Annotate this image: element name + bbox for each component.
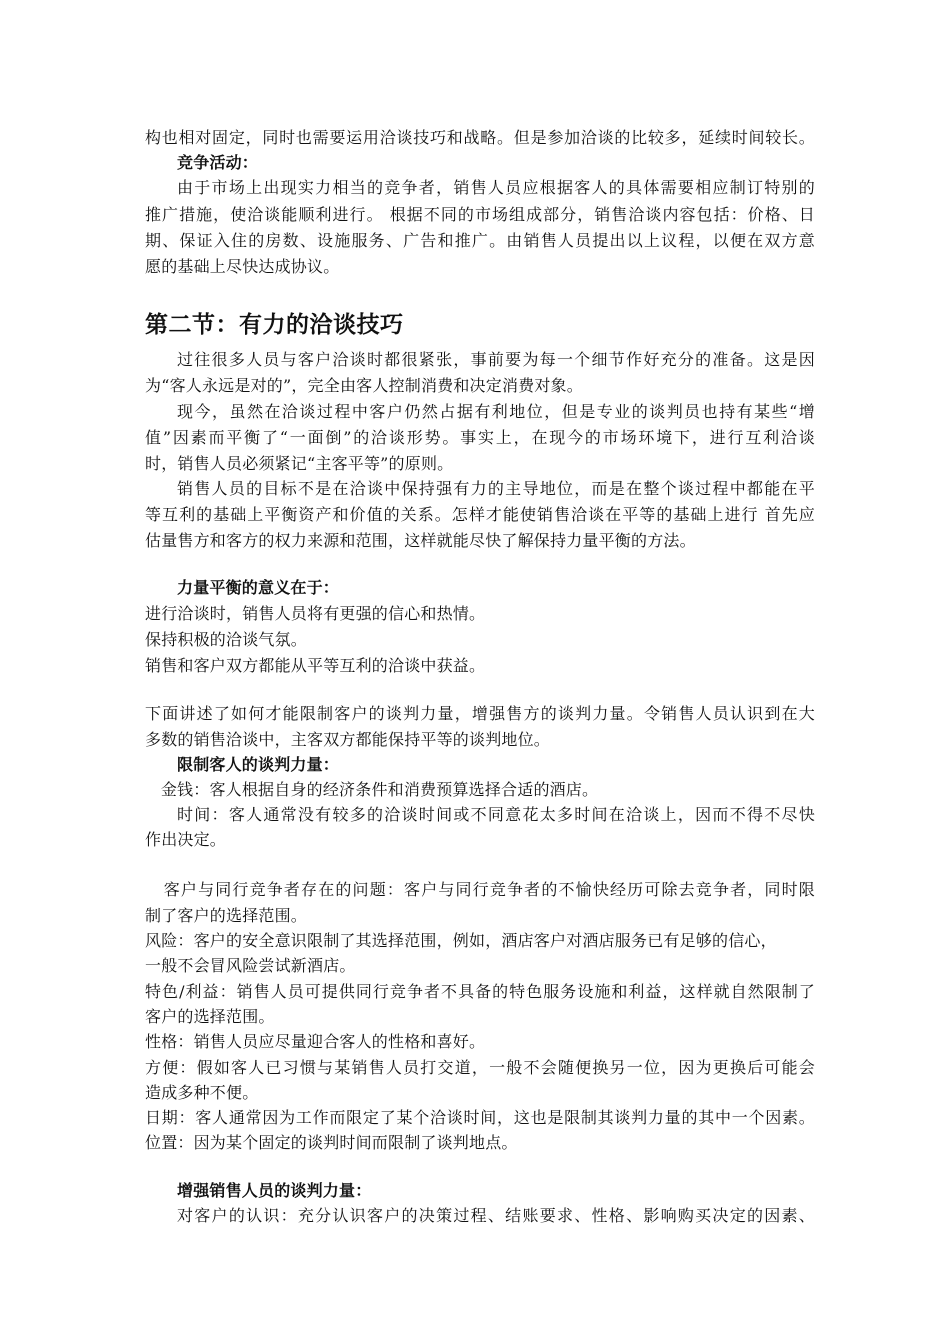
paragraph-line: 特色/利益：销售人员可提供同行竞争者不具备的特色服务设施和利益，这样就自然限制了: [145, 982, 815, 1001]
paragraph-line: 愿的基础上尽快达成协议。: [145, 257, 340, 276]
paragraph-line: 时间：客人通常没有较多的洽谈时间或不同意花太多时间在洽谈上，因而不得不尽快: [177, 805, 815, 824]
paragraph-line: 一般不会冒风险尝试新酒店。: [145, 956, 356, 975]
paragraph-line: 客户与同行竞争者存在的问题：客户与同行竞争者的不愉快经历可除去竞争者，同时限: [145, 880, 815, 899]
paragraph-line: 现今，虽然在洽谈过程中客户仍然占据有利地位，但是专业的谈判员也持有某些“增: [177, 402, 815, 421]
paragraph-line: 销售人员的目标不是在洽谈中保持强有力的主导地位，而是在整个谈过程中都能在平: [177, 479, 815, 498]
paragraph-line: 期、保证入住的房数、设施服务、广告和推广。由销售人员提出以上议程，以便在双方意: [145, 231, 815, 250]
paragraph-line: 对客户的认识：充分认识客户的决策过程、结账要求、性格、影响购买决定的因素、: [177, 1206, 815, 1225]
paragraph-line: 下面讲述了如何才能限制客户的谈判力量，增强售方的谈判力量。令销售人员认识到在大: [145, 704, 815, 723]
paragraph-line: 等互利的基础上平衡资产和价值的关系。怎样才能使销售洽谈在平等的基础上进行 首先应: [145, 505, 815, 524]
subheading-balance: 力量平衡的意义在于：: [177, 578, 340, 597]
paragraph-line: 推广措施，使洽谈能顺利进行。 根据不同的市场组成部分，销售洽谈内容包括：价格、日: [145, 205, 815, 224]
paragraph-line: 制了客户的选择范围。: [145, 906, 308, 925]
paragraph-line: 为“客人永远是对的”，完全由客人控制消费和决定消费对象。: [145, 376, 583, 395]
paragraph-line: 构也相对固定，同时也需要运用洽谈技巧和战略。但是参加洽谈的比较多，延续时间较长。: [145, 128, 815, 147]
paragraph-line: 日期：客人通常因为工作而限定了某个洽谈时间，这也是限制其谈判力量的其中一个因素。: [145, 1108, 815, 1127]
subheading-limit-client: 限制客人的谈判力量：: [177, 755, 340, 774]
subheading-strengthen-sales: 增强销售人员的谈判力量：: [177, 1181, 372, 1200]
paragraph-line: 时，销售人员必须紧记“主客平等”的原则。: [145, 454, 454, 473]
paragraph-line: 风险：客户的安全意识限制了其选择范围，例如，酒店客户对酒店服务已有足够的信心，: [145, 931, 777, 950]
list-item: 销售和客户双方都能从平等互利的洽谈中获益。: [145, 656, 486, 675]
paragraph-line: 性格：销售人员应尽量迎合客人的性格和喜好。: [145, 1032, 486, 1051]
paragraph-line: 过往很多人员与客户洽谈时都很紧张，事前要为每一个细节作好充分的准备。这是因: [177, 350, 815, 369]
paragraph-line: 由于市场上出现实力相当的竞争者，销售人员应根据客人的具体需要相应制订特别的: [177, 178, 815, 197]
paragraph-line: 多数的销售洽谈中，主客双方都能保持平等的谈判地位。: [145, 730, 551, 749]
paragraph-line: 估量售方和客方的权力来源和范围，这样就能尽快了解保持力量平衡的方法。: [145, 531, 696, 550]
list-item: 进行洽谈时，销售人员将有更强的信心和热情。: [145, 604, 486, 623]
paragraph-line: 作出决定。: [145, 830, 227, 849]
list-item: 金钱：客人根据自身的经济条件和消费预算选择合适的酒店。: [145, 780, 599, 799]
paragraph-line: 客户的选择范围。: [145, 1007, 275, 1026]
paragraph-line: 值”因素而平衡了“一面倒”的洽谈形势。事实上，在现今的市场环境下，进行互利洽谈: [145, 428, 815, 447]
paragraph-line: 位置：因为某个固定的谈判时间而限制了谈判地点。: [145, 1133, 518, 1152]
paragraph-line: 造成多种不便。: [145, 1083, 259, 1102]
section-heading: 第二节：有力的洽谈技巧: [145, 311, 404, 338]
list-item: 保持积极的洽谈气氛。: [145, 630, 308, 649]
paragraph-line: 方便：假如客人已习惯与某销售人员打交道，一般不会随便换另一位，因为更换后可能会: [145, 1058, 815, 1077]
subheading-competition: 竞争活动：: [177, 153, 259, 172]
